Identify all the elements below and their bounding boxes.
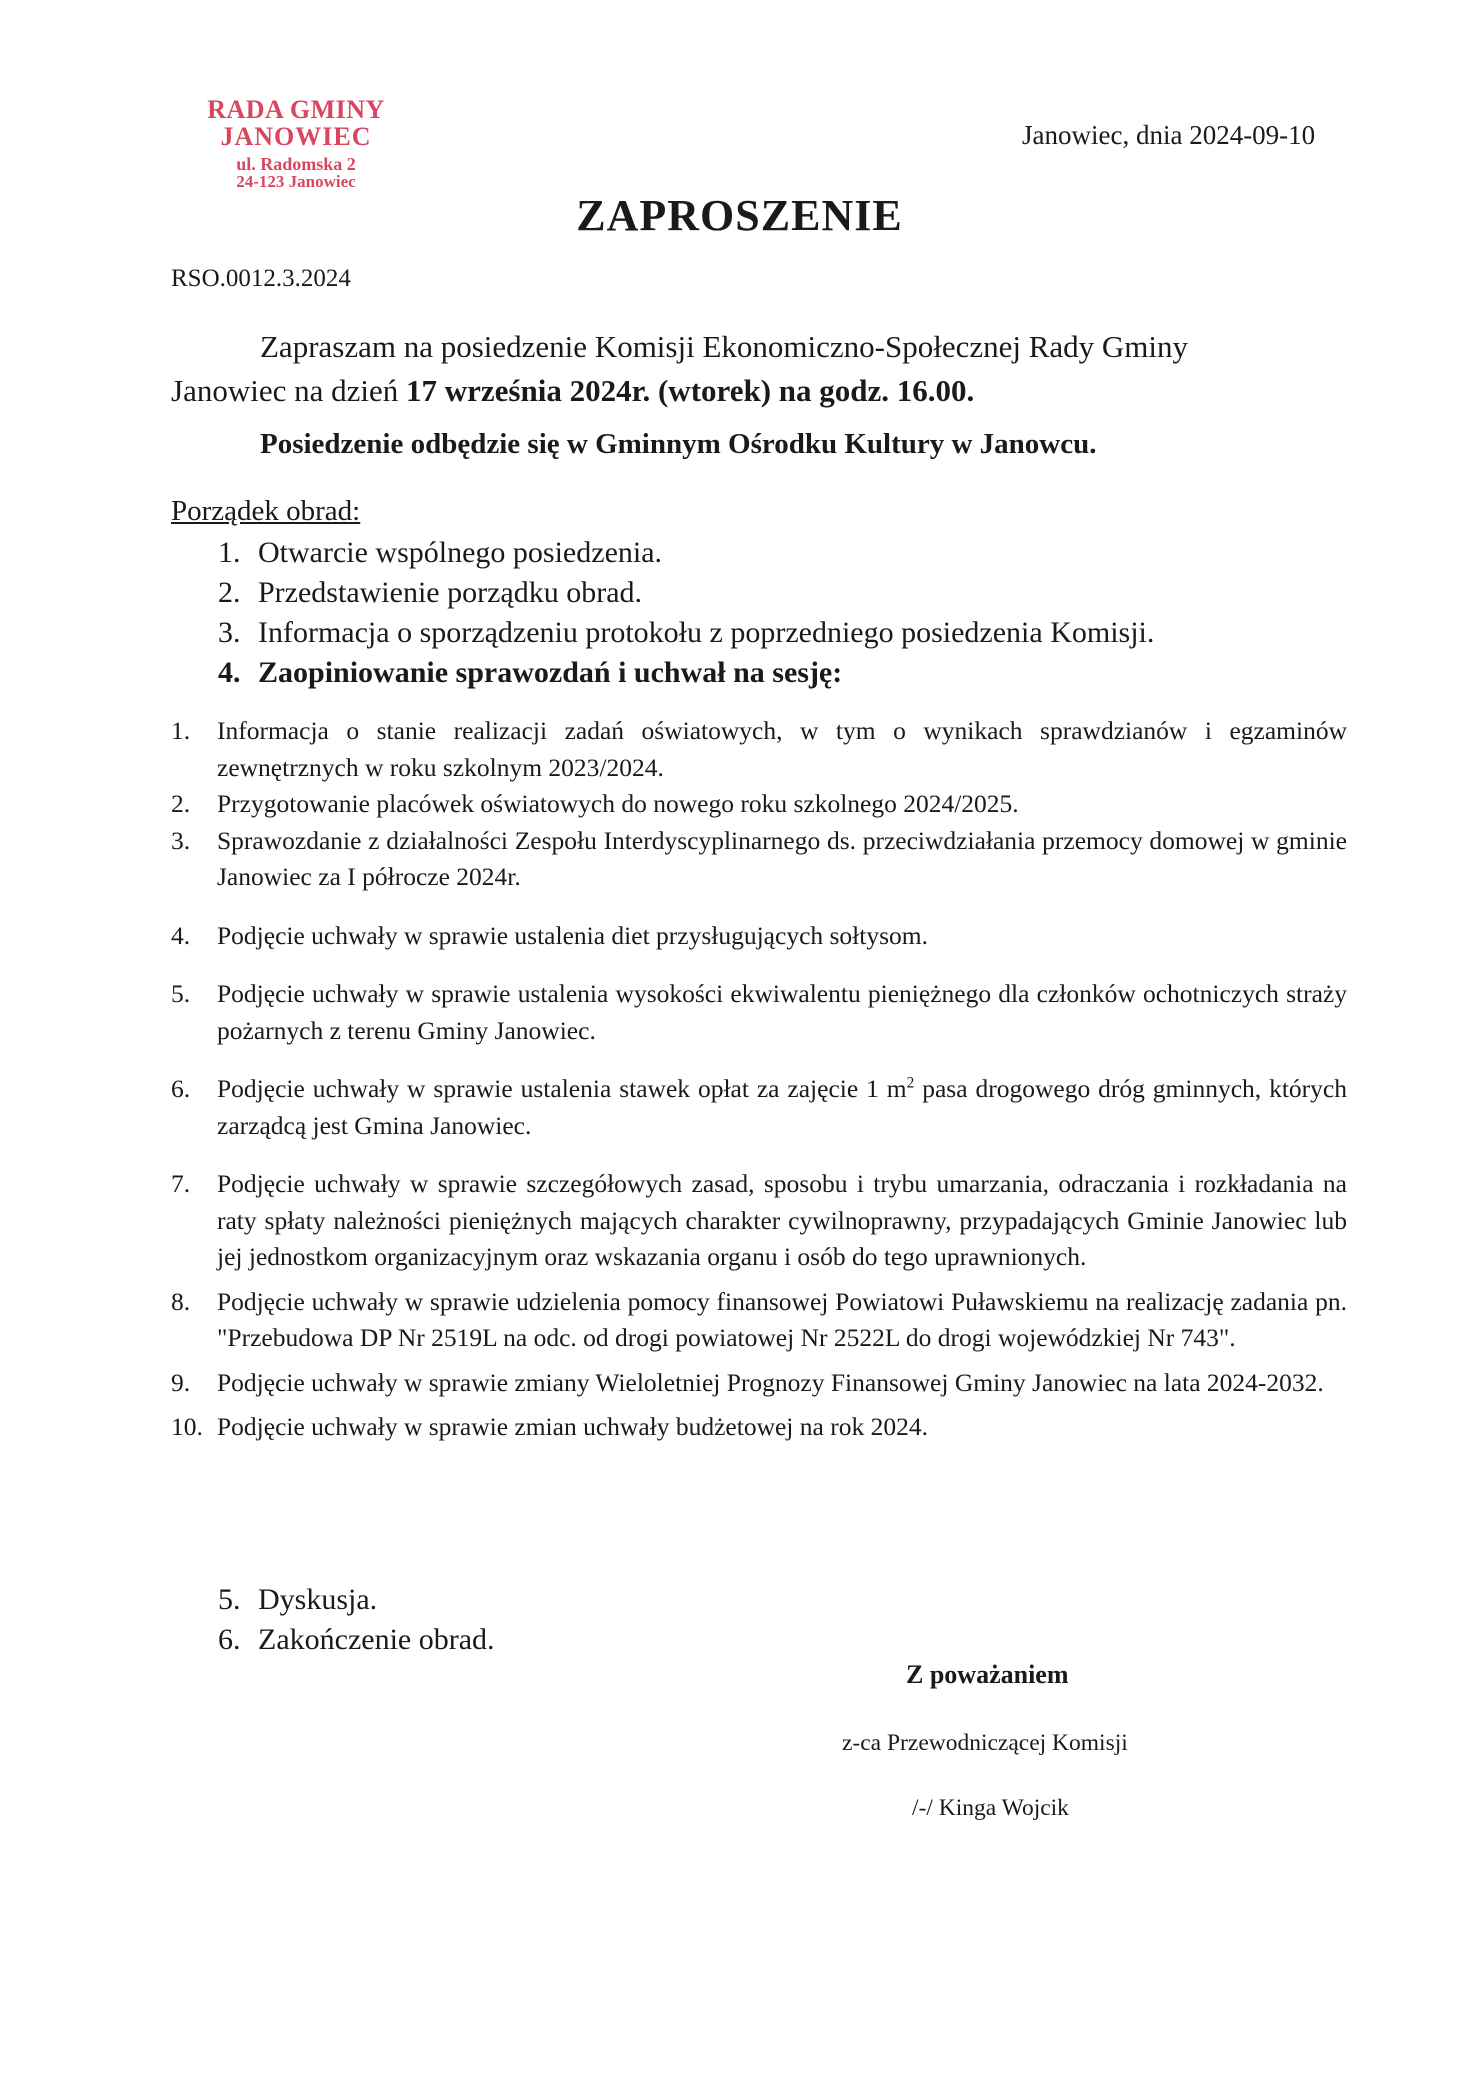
- intro-line-2-prefix: Janowiec na dzień: [171, 373, 406, 408]
- agenda-item-text: Zakończenie obrad.: [258, 1623, 495, 1656]
- signature-role: z-ca Przewodniczącej Komisji: [842, 1730, 1128, 1756]
- agenda-item-number: 5.: [218, 1583, 241, 1616]
- sub-item: [171, 1284, 1347, 1357]
- sub-item: [171, 1071, 1347, 1144]
- sub-item-text: Informacja o stanie realizacji zadań oświatowych, w tym o wynikach sprawdzianów i egzaminów zewnętrznych w roku szkolnym 2023/2024.: [217, 716, 1347, 782]
- sub-item: [171, 786, 1347, 823]
- stamp-line-4: 24-123 Janowiec: [236, 172, 356, 192]
- stamp-line-3: ul. Radomska 2: [236, 153, 356, 174]
- sub-item-text-part-b: pasa drogowego dróg gminnych, których zarządcą jest Gmina Janowiec.: [217, 1074, 1347, 1140]
- agenda-item-number: 4.: [218, 656, 241, 689]
- intro-paragraph: [171, 325, 1346, 413]
- agenda-item-text: Dyskusja.: [258, 1583, 378, 1616]
- agenda-item: [218, 573, 1154, 613]
- intro-line-2: [171, 369, 1346, 413]
- agenda-item-text: Informacja o sporządzeniu protokołu z poprzedniego posiedzenia Komisji.: [258, 616, 1155, 649]
- agenda-title: Porządek obrad:: [171, 495, 361, 527]
- sub-item-number: 10.: [171, 1412, 203, 1441]
- signature-greeting: Z poważaniem: [906, 1660, 1069, 1689]
- agenda-item: [218, 653, 1154, 693]
- sub-item-number: 3.: [171, 825, 191, 855]
- agenda-sub-list: [171, 713, 1347, 1446]
- sub-item-text: Podjęcie uchwały w sprawie szczegółowych zasad, sposobu i trybu umarzania, odraczania i rozkładania na raty spłaty należności pieniężnych mających charakter cywilnoprawny, przypadających Gminie Janowiec lub jej jednostkom organizacyjnym oraz wskazania organu i osób do tego uprawnionych.: [217, 1169, 1347, 1271]
- stamp-line-2: JANOWIEC: [220, 122, 372, 152]
- agenda-main-list: [218, 533, 1154, 693]
- agenda-item-text: Przedstawienie porządku obrad.: [258, 576, 643, 609]
- sub-item-number: 5.: [171, 979, 191, 1008]
- signature-name: /-/ Kinga Wojcik: [912, 1795, 1069, 1821]
- agenda-item-number: 3.: [218, 616, 241, 649]
- sub-item-text: Podjęcie uchwały w sprawie ustalenia wysokości ekwiwalentu pieniężnego dla członków ochotniczych straży pożarnych z terenu Gminy Janowiec.: [217, 979, 1347, 1045]
- agenda-item-number: 6.: [218, 1623, 241, 1656]
- agenda-item: [218, 533, 1154, 573]
- sub-item-number: 9.: [171, 1367, 191, 1397]
- sub-item-number: 1.: [171, 716, 191, 745]
- sub-item-text: Sprawozdanie z działalności Zespołu Interdyscyplinarnego ds. przeciwdziałania przemocy domowej w gminie Janowiec za I półrocze 2024r.: [217, 825, 1347, 891]
- agenda-item-number: 1.: [218, 536, 241, 569]
- sub-item-text-part-a: Podjęcie uchwały w sprawie ustalenia stawek opłat za zajęcie 1 m: [217, 1074, 907, 1103]
- sub-item-text: Podjęcie uchwały w sprawie ustalenia diet przysługujących sołtysom.: [217, 920, 928, 950]
- sub-item: [171, 918, 1347, 955]
- sub-item-number: 6.: [171, 1074, 191, 1103]
- agenda-item-text: Zaopiniowanie sprawozdań i uchwał na sesję:: [258, 656, 843, 689]
- sub-item-text: [217, 1071, 1347, 1144]
- sub-item: [171, 1409, 1347, 1446]
- intro-line-1: Zapraszam na posiedzenie Komisji Ekonomiczno-Społecznej Rady Gminy: [260, 329, 1189, 364]
- sub-item-number: 7.: [171, 1169, 191, 1198]
- sub-item-number: 8.: [171, 1286, 191, 1316]
- reference-number: RSO.0012.3.2024: [171, 265, 351, 292]
- meeting-place: Posiedzenie odbędzie się w Gminnym Ośrodku Kultury w Janowcu.: [260, 428, 1097, 460]
- stamp-line-1: RADA GMINY: [207, 95, 385, 124]
- superscript-squared: 2: [906, 1074, 915, 1092]
- sub-item-text: Podjęcie uchwały w sprawie zmian uchwały budżetowej na rok 2024.: [217, 1412, 928, 1441]
- sub-item: [171, 823, 1347, 896]
- sub-item-number: 2.: [171, 789, 191, 818]
- agenda-item-number: 2.: [218, 576, 241, 609]
- sub-item: [171, 713, 1347, 786]
- council-stamp: [196, 96, 396, 191]
- sub-item: [171, 1166, 1347, 1276]
- sub-item-text: Podjęcie uchwały w sprawie zmiany Wieloletniej Prognozy Finansowej Gminy Janowiec na lata 2024-2032.: [217, 1367, 1324, 1397]
- agenda-closing-list: [218, 1580, 495, 1660]
- sub-item: [171, 976, 1347, 1049]
- agenda-item-text: Otwarcie wspólnego posiedzenia.: [258, 536, 663, 569]
- meeting-datetime: 17 września 2024r. (wtorek) na godz. 16.00.: [405, 373, 975, 408]
- agenda-item: [218, 1580, 495, 1620]
- sub-item: [171, 1365, 1347, 1402]
- document-title: ZAPROSZENIE: [576, 191, 903, 240]
- sub-item-text: Przygotowanie placówek oświatowych do nowego roku szkolnego 2024/2025.: [217, 789, 1019, 818]
- sub-item-number: 4.: [171, 920, 191, 950]
- document-date: Janowiec, dnia 2024-09-10: [1022, 120, 1316, 150]
- sub-item-text: Podjęcie uchwały w sprawie udzielenia pomocy finansowej Powiatowi Puławskiemu na realizację zadania pn. "Przebudowa DP Nr 2519L na odc. od drogi powiatowej Nr 2522L do drogi wojewódzkiej Nr 743".: [217, 1286, 1347, 1352]
- agenda-item: [218, 1620, 495, 1660]
- agenda-item: [218, 613, 1154, 653]
